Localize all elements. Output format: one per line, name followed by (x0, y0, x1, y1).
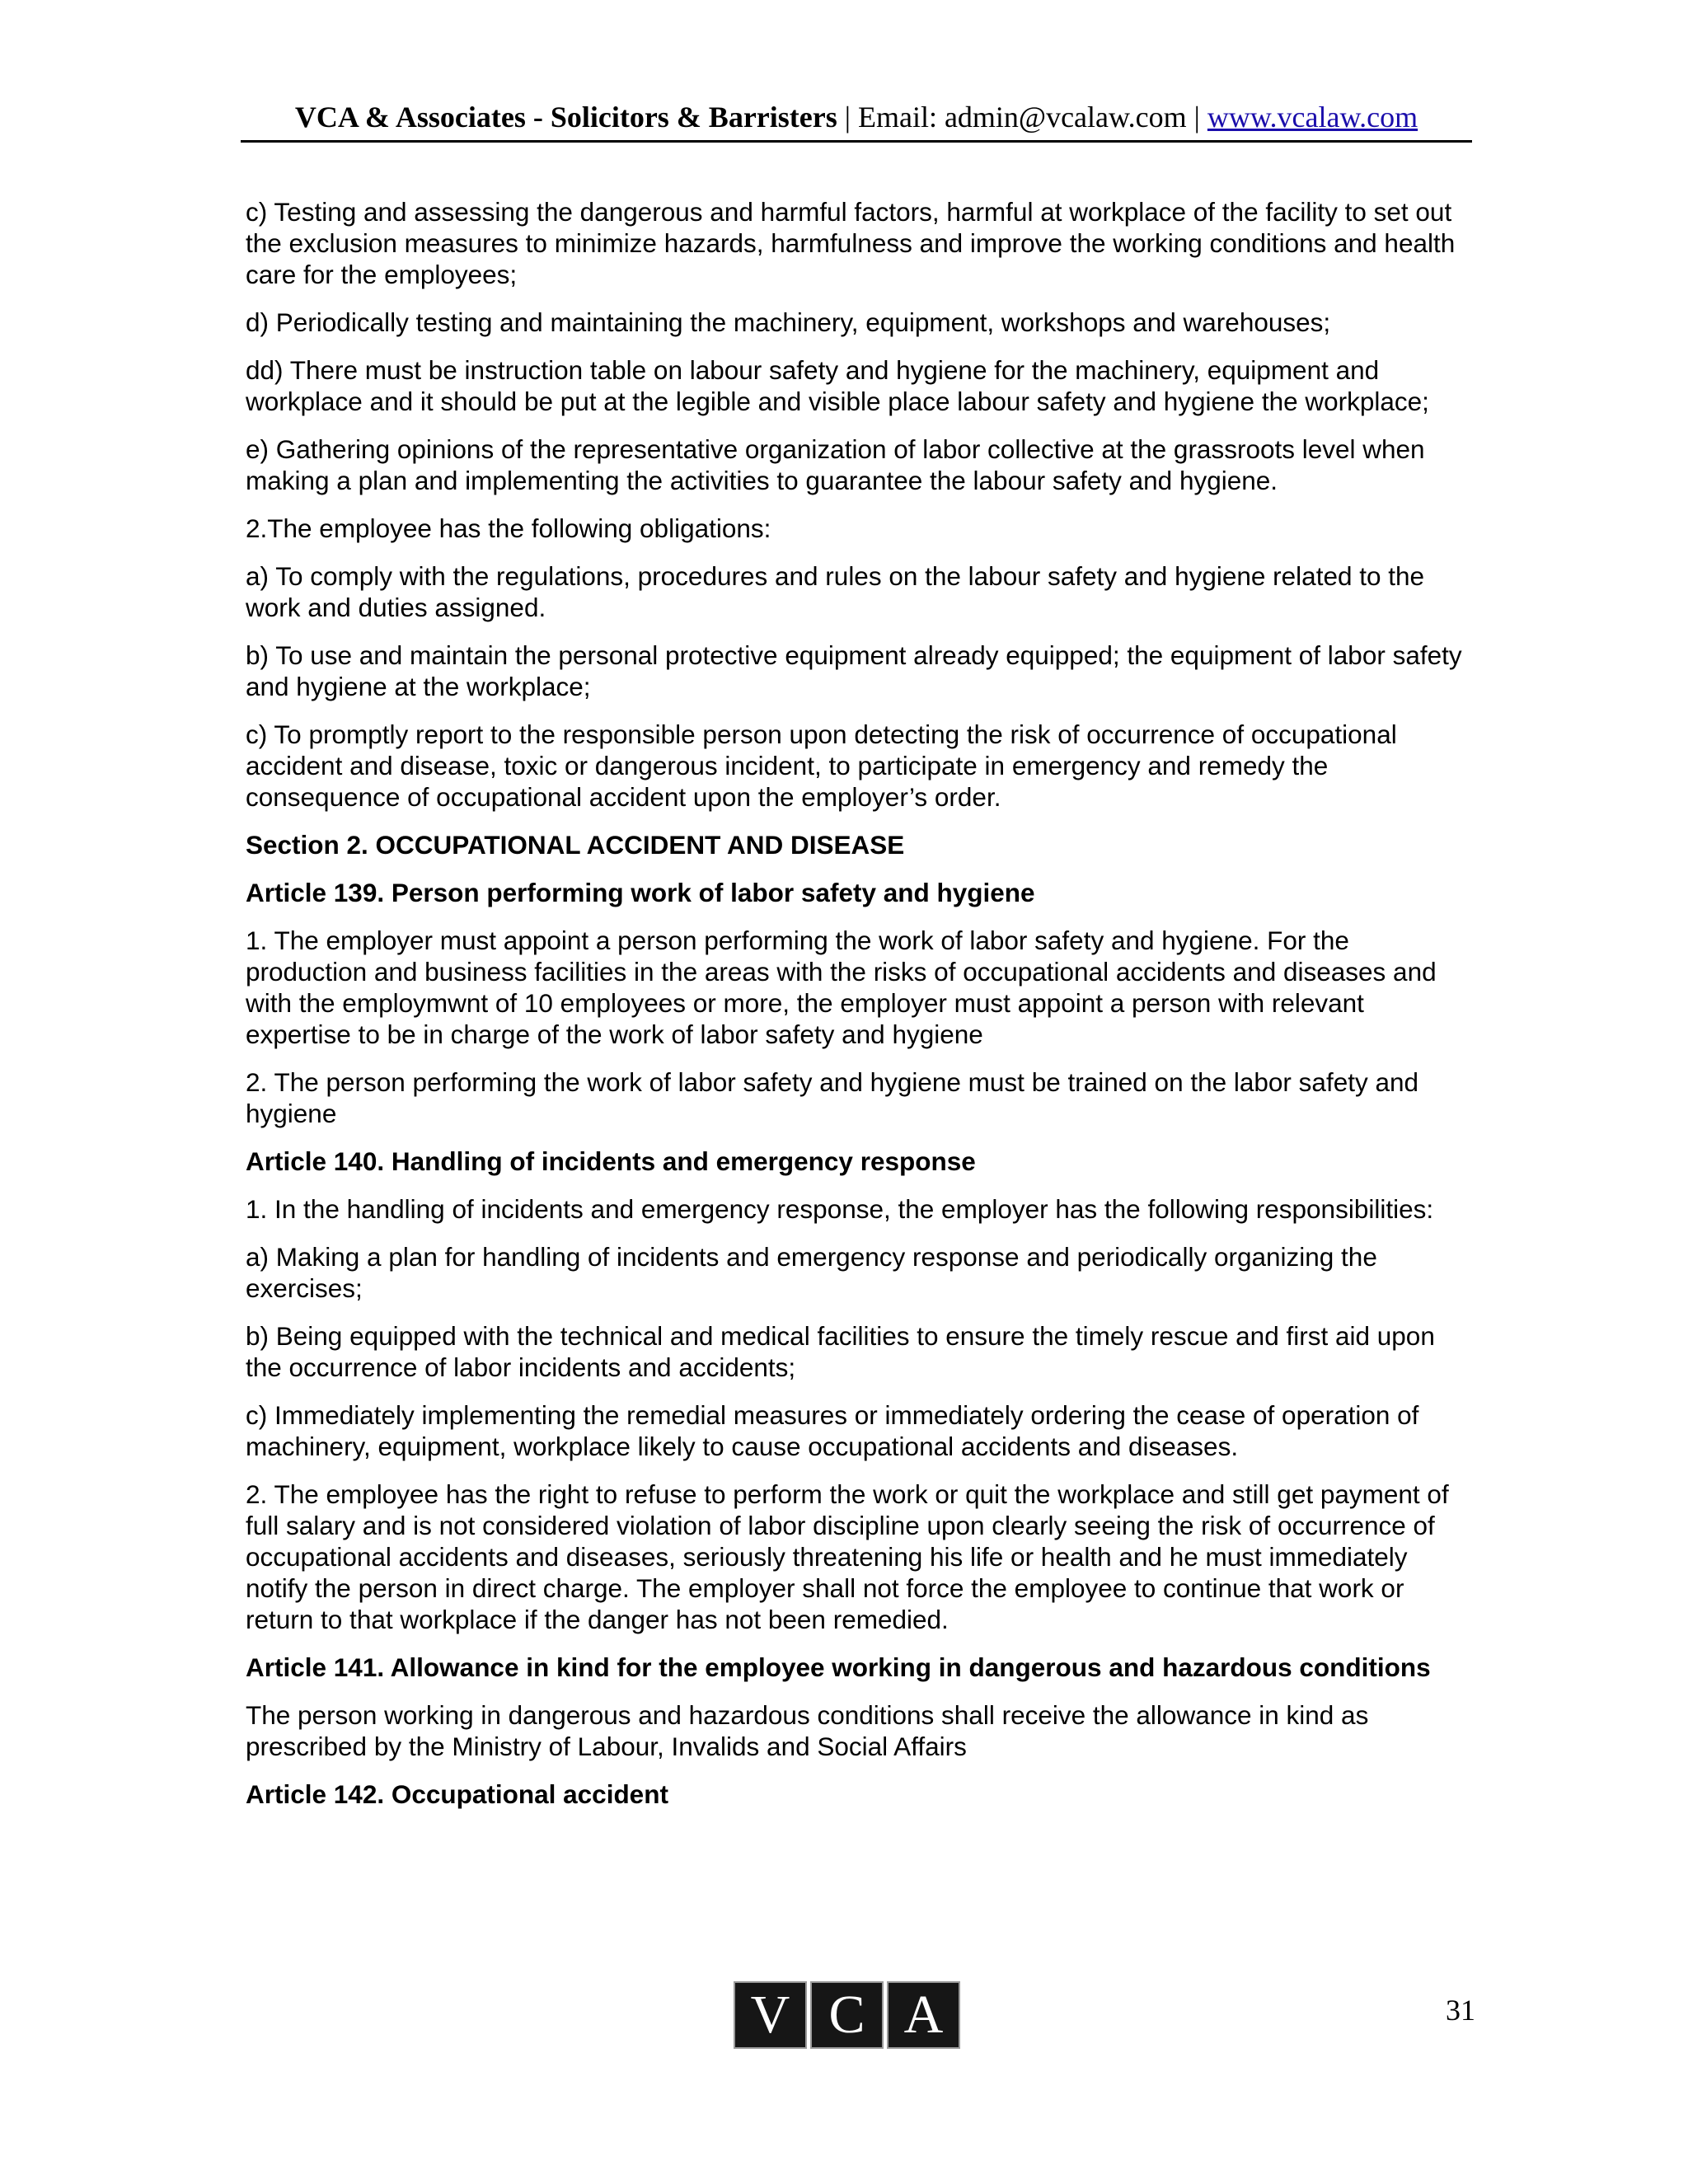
logo-letter: C (810, 1981, 884, 2049)
list-item: b) Being equipped with the technical and medical facilities to ensure the timely rescue and first aid upon the occurrence of labor incidents and accidents; (246, 1321, 1435, 1382)
list-item: d) Periodically testing and maintaining the machinery, equipment, workshops and warehouses; (246, 307, 1331, 337)
list-item: b) To use and maintain the personal protective equipment already equipped; the equipment of labor safety and hygiene at the workplace; (246, 640, 1462, 701)
paragraph: 2. The person performing the work of labor safety and hygiene must be trained on the labor safety and hygiene (246, 1067, 1419, 1128)
list-item: c) To promptly report to the responsible person upon detecting the risk of occurrence of occupational accident and disease, toxic or dangerous incident, to participate in emergency and remedy the consequence of occupational accident upon the employer’s order. (246, 719, 1397, 812)
list-item: e) Gathering opinions of the representative organization of labor collective at the grassroots level when making a plan and implementing the activities to guarantee the labour safety and hygiene. (246, 434, 1425, 495)
list-item: a) To comply with the regulations, procedures and rules on the labour safety and hygiene related to the work and duties assigned. (246, 561, 1425, 622)
list-item: c) Immediately implementing the remedial measures or immediately ordering the cease of operation of machinery, equipment, workplace likely to cause occupational accidents and diseases. (246, 1400, 1419, 1461)
logo-letter: A (887, 1981, 960, 2049)
vca-logo (734, 1981, 960, 2049)
article-heading: Article 141. Allowance in kind for the employee working in dangerous and hazardous conditions (246, 1652, 1431, 1682)
firm-name: VCA & Associates - Solicitors & Barristers (294, 101, 837, 134)
section-heading: Section 2. OCCUPATIONAL ACCIDENT AND DISEASE (246, 830, 905, 860)
list-item: a) Making a plan for handling of incidents and emergency response and periodically organizing the exercises; (246, 1242, 1377, 1303)
header-separator: | (1186, 101, 1207, 134)
article-heading: Article 142. Occupational accident (246, 1779, 668, 1809)
paragraph: 2.The employee has the following obligations: (246, 513, 771, 543)
article-heading: Article 140. Handling of incidents and emergency response (246, 1146, 976, 1176)
logo-letter: V (734, 1981, 807, 2049)
paragraph: The person working in dangerous and hazardous conditions shall receive the allowance in kind as prescribed by the Ministry of Labour, Invalids and Social Affairs (246, 1700, 1369, 1761)
page-header (241, 94, 1472, 143)
document-body (246, 196, 1474, 1826)
header-email: Email: admin@vcalaw.com (857, 101, 1187, 134)
list-item: dd) There must be instruction table on labour safety and hygiene for the machinery, equipment and workplace and it should be put at the legible and visible place labour safety and hygiene the workplace; (246, 355, 1429, 416)
page-number: 31 (1446, 1994, 1475, 2027)
list-item: c) Testing and assessing the dangerous and harmful factors, harmful at workplace of the facility to set out the exclusion measures to minimize hazards, harmfulness and improve the working conditions and health care for the employees; (246, 197, 1456, 289)
article-heading: Article 139. Person performing work of labor safety and hygiene (246, 878, 1035, 907)
paragraph: 1. The employer must appoint a person performing the work of labor safety and hygiene. For the production and business facilities in the areas with the risks of occupational accidents and diseases and with the employmwnt of 10 employees or more, the employer must appoint a person with relevant expertise to be in charge of the work of labor safety and hygiene (246, 926, 1437, 1049)
header-separator: | (837, 101, 858, 134)
paragraph: 1. In the handling of incidents and emergency response, the employer has the following responsibilities: (246, 1194, 1434, 1224)
paragraph: 2. The employee has the right to refuse to perform the work or quit the workplace and still get payment of full salary and is not considered violation of labor discipline upon clearly seeing the risk of occurrence of occupational accidents and diseases, seriously threatening his life or health and he must immediately notify the person in direct charge. The employer shall not force the employee to continue that work or return to that workplace if the danger has not been remedied. (246, 1479, 1449, 1634)
website-link[interactable]: www.vcalaw.com (1207, 101, 1418, 134)
